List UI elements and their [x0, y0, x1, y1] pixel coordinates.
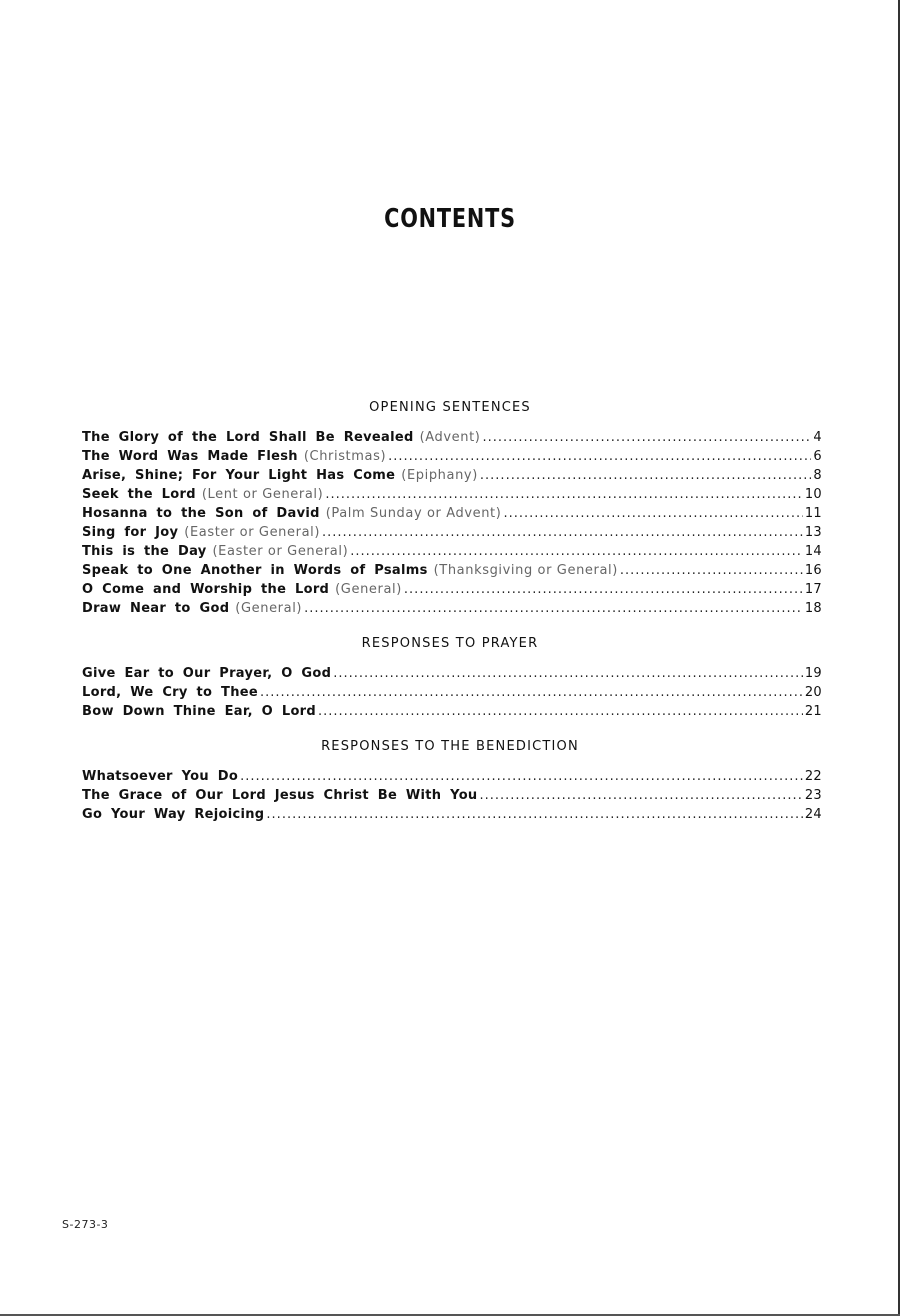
- toc-entry-title: Arise, Shine; For Your Light Has Come: [82, 468, 396, 483]
- toc-entry-season-note: (General): [235, 601, 303, 616]
- toc-entry-page-number: 21: [804, 704, 822, 719]
- toc-entry-season-note: (Easter or General): [184, 525, 321, 540]
- dot-leader: [388, 447, 811, 466]
- dot-leader: [322, 523, 803, 542]
- toc-entry-page-number: 19: [804, 666, 822, 681]
- toc-list-responses-to-prayer: [82, 664, 822, 721]
- section-heading-opening-sentences: OPENING SENTENCES: [369, 400, 531, 415]
- section-heading-responses-to-prayer: RESPONSES TO PRAYER: [361, 636, 539, 651]
- footer-code: S-273-3: [62, 1218, 109, 1231]
- toc-entry-title: Draw Near to God: [82, 601, 230, 616]
- toc-entry: [82, 485, 822, 504]
- toc-entry-title: The Glory of the Lord Shall Be Revealed: [82, 430, 414, 445]
- toc-entry-page-number: 20: [804, 685, 822, 700]
- toc-entry: [82, 702, 822, 721]
- toc-entry-title: Bow Down Thine Ear, O Lord: [82, 704, 316, 719]
- toc-entry-season-note: (Lent or General): [201, 487, 324, 502]
- dot-leader: [318, 702, 803, 721]
- toc-entry: [82, 664, 822, 683]
- toc-entry-season-note: (Epiphany): [401, 468, 478, 483]
- toc-entry-title: O Come and Worship the Lord: [82, 582, 330, 597]
- toc-entry-page-number: 14: [804, 544, 822, 559]
- toc-entry-title: Give Ear to Our Prayer, O God: [82, 666, 332, 681]
- toc-entry-season-note: (Christmas): [303, 449, 387, 464]
- dot-leader: [304, 599, 803, 618]
- toc-entry-season-note: (General): [335, 582, 402, 597]
- toc-list-responses-to-the-benediction: [82, 767, 822, 824]
- toc-entry-page-number: 4: [813, 430, 822, 445]
- toc-entry-page-number: 22: [804, 769, 822, 784]
- toc-entry: [82, 580, 822, 599]
- toc-entry-page-number: 18: [804, 601, 822, 616]
- toc-entry-title: Lord, We Cry to Thee: [82, 685, 258, 700]
- dot-leader: [503, 504, 802, 523]
- toc-entry-page-number: 6: [813, 449, 822, 464]
- toc-entry-season-note: (Palm Sunday or Advent): [325, 506, 502, 521]
- toc-entry-page-number: 11: [804, 506, 822, 521]
- toc-entry: [82, 767, 822, 786]
- toc-entry: [82, 805, 822, 824]
- toc-entry: [82, 542, 822, 561]
- dot-leader: [260, 683, 803, 702]
- toc-entry-title: Whatsoever You Do: [82, 769, 239, 784]
- section-heading-responses-to-the-benediction: RESPONSES TO THE BENEDICTION: [321, 739, 579, 754]
- toc-entry: [82, 561, 822, 580]
- toc-list-opening-sentences: [82, 428, 822, 618]
- dot-leader: [325, 485, 803, 504]
- toc-entry-title: Hosanna to the Son of David: [82, 506, 320, 521]
- toc-entry-page-number: 24: [804, 807, 822, 822]
- toc-entry-title: The Grace of Our Lord Jesus Christ Be With You: [82, 788, 478, 803]
- toc-entry-page-number: 13: [804, 525, 822, 540]
- dot-leader: [620, 561, 803, 580]
- dot-leader: [404, 580, 803, 599]
- toc-entry: [82, 786, 822, 805]
- page-title: CONTENTS: [384, 204, 516, 234]
- toc-entry-title: This is the Day: [82, 544, 207, 559]
- toc-entry-page-number: 23: [804, 788, 822, 803]
- toc-entry-title: Seek the Lord: [82, 487, 196, 502]
- dot-leader: [480, 466, 812, 485]
- toc-entry: [82, 504, 822, 523]
- dot-leader: [350, 542, 803, 561]
- toc-entry-title: Go Your Way Rejoicing: [82, 807, 265, 822]
- toc-entry-season-note: (Advent): [419, 430, 481, 445]
- toc-entry-page-number: 16: [804, 563, 822, 578]
- toc-entry-page-number: 8: [813, 468, 822, 483]
- dot-leader: [240, 767, 803, 786]
- toc-entry: [82, 466, 822, 485]
- toc-entry: [82, 428, 822, 447]
- toc-entry-season-note: (Easter or General): [212, 544, 349, 559]
- toc-entry-page-number: 17: [804, 582, 822, 597]
- toc-entry: [82, 447, 822, 466]
- toc-entry-title: Sing for Joy: [82, 525, 179, 540]
- dot-leader: [333, 664, 803, 683]
- toc-entry-season-note: (Thanksgiving or General): [433, 563, 618, 578]
- toc-entry-page-number: 10: [804, 487, 822, 502]
- toc-entry: [82, 683, 822, 702]
- dot-leader: [479, 786, 802, 805]
- dot-leader: [482, 428, 811, 447]
- toc-entry: [82, 523, 822, 542]
- toc-entry-title: Speak to One Another in Words of Psalms: [82, 563, 428, 578]
- dot-leader: [266, 805, 802, 824]
- toc-entry: [82, 599, 822, 618]
- toc-entry-title: The Word Was Made Flesh: [82, 449, 298, 464]
